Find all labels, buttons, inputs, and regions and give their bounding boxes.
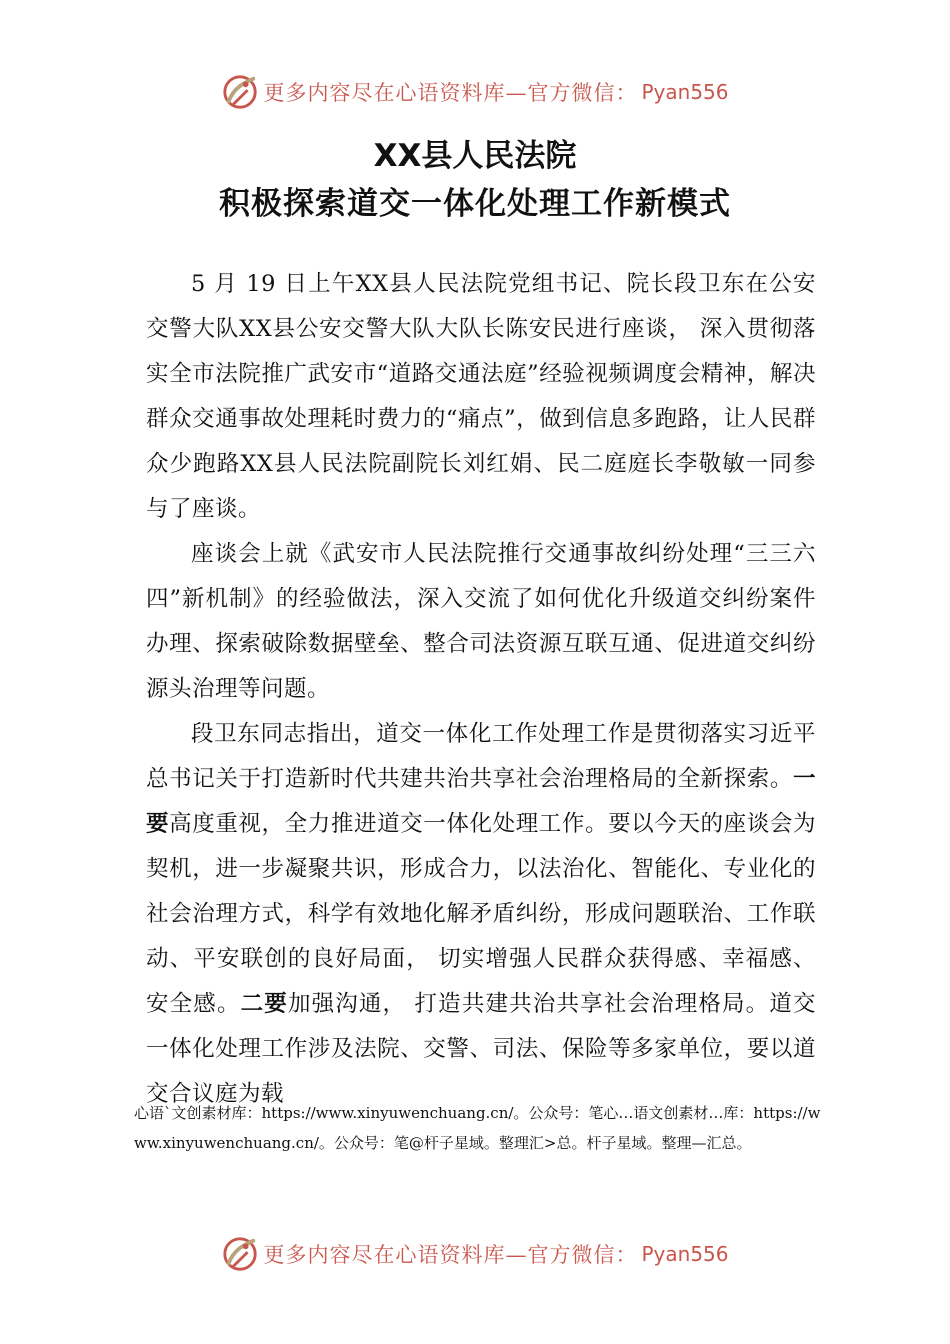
document-body: [146, 262, 816, 1117]
footer-banner: [0, 1234, 950, 1274]
paragraph-2: 座谈会上就《武安市人民法院推行交通事故纠纷处理“三三六四”新机制》的经验做法，深入交流了如何优化升级道交纠纷案件办理、探索破除数据壁垒、整合司法资源互联互通、促进道交纠纷源头治理等问题。: [146, 541, 816, 702]
paragraph-3-point-two: 加强沟通， 打造共建共治共享社会治理格局。道交一体化处理工作涉及法院、交警、司法、保险等多家单位，要以道交合议庭为载: [146, 991, 816, 1107]
logo-icon: [221, 1235, 259, 1273]
footnote-source: 心语`文创素材库：https://www.xinyuwenchuang.cn/。公众号：笔心…语文创素材…库：https://www.xinyuwenchuang.cn/。公众号：笔@杆子星域。整理汇>总。杆子星域。整理—汇总。: [134, 1104, 821, 1152]
header-banner: [0, 72, 950, 112]
banner-wechat-id: Pyan556: [641, 1242, 729, 1266]
point-two-label: 二要: [240, 991, 288, 1017]
document-title-line-2: 积极探索道交一体化处理工作新模式: [219, 186, 731, 222]
paragraph-3-point-one: 高度重视，全力推进道交一体化处理工作。要以今天的座谈会为契机，进一步凝聚共识，形成合力，以法治化、智能化、专业化的社会治理方式，科学有效地化解矛盾纠纷，形成问题联治、工作联动、平安联创的良好局面， 切实增强人民群众获得感、幸福感、安全感。: [146, 811, 816, 1017]
paragraph-3-intro: 段卫东同志指出，道交一体化工作处理工作是贯彻落实习近平总书记关于打造新时代共建共治共享社会治理格局的全新探索。: [146, 721, 816, 792]
logo-icon: [221, 73, 259, 111]
point-one-label: 一要: [146, 766, 816, 837]
banner-wechat-id: Pyan556: [641, 80, 729, 104]
paragraph-3: [146, 712, 816, 1117]
banner-text: 更多内容尽在心语资料库—官方微信：: [263, 1243, 638, 1267]
paragraph-1: 5 月 19 日上午XX县人民法院党组书记、院长段卫东在公安交警大队XX县公安交警大队大队长陈安民进行座谈， 深入贯彻落实全市法院推广武安市“道路交通法庭”经验视频调度会精神，解决群众交通事故处理耗时费力的“痛点”，做到信息多跑路，让人民群众少跑路XX县人民法院副院长刘红娟、民二庭庭长李敬敏一同参与了座谈。: [146, 271, 816, 522]
banner-text: 更多内容尽在心语资料库—官方微信：: [263, 81, 638, 105]
document-title-line-1: XX县人民法院: [373, 138, 577, 174]
